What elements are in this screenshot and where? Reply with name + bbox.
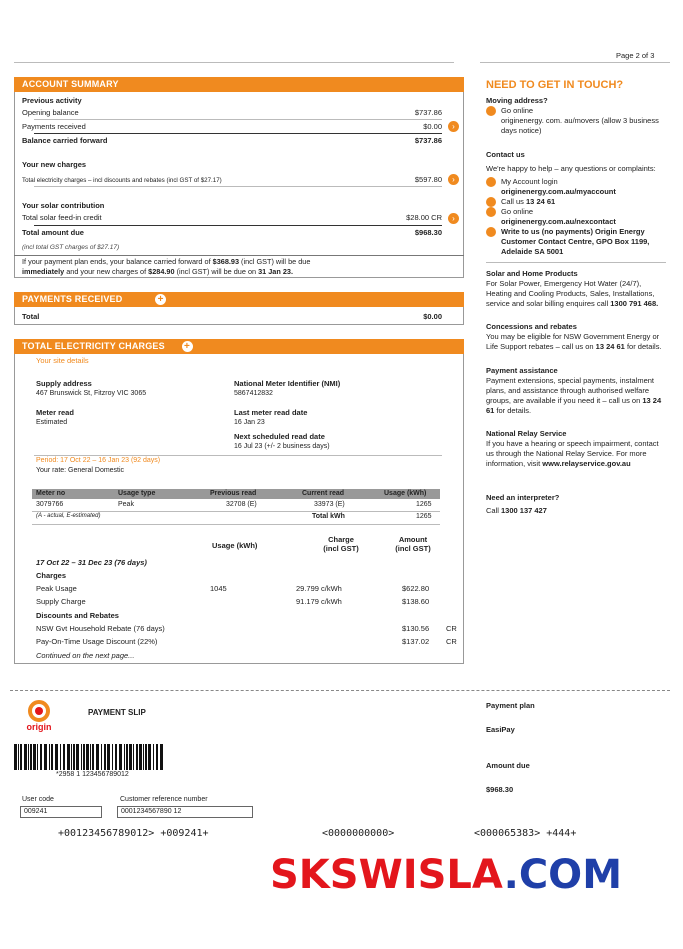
supply-rate: 91.179 c/kWh [296,597,342,606]
rate-name: Your rate: General Domestic [36,467,125,474]
electricity-charges-header: TOTAL ELECTRICITY CHARGES + [14,339,464,354]
total-amount-due-row: Total amount due $968.30 [22,228,442,237]
next-read-value: 16 Jul 23 (+/- 2 business days) [234,443,330,450]
globe-icon [486,106,496,116]
site-details-heading: Your site details [36,356,89,365]
col-usage: Usage (kWh) [212,541,258,550]
discounts-heading: Discounts and Rebates [36,611,119,620]
last-read-value: 16 Jan 23 [234,419,265,426]
col-amount: Amount (incl GST) [395,535,431,553]
payments-total-row: Total $0.00 [22,312,442,321]
meter-table-row: 3079766 Peak 32708 (E) 33973 (E) 1265 [36,501,432,508]
nmi-label: National Meter Identifier (NMI) [234,379,341,388]
micr-line-3: <000065383> +444+ [474,828,577,839]
page-number: Page 2 of 3 [616,51,655,60]
meter-read-label: Meter read [36,408,74,417]
meter-note: (A - actual, E-estimated) [36,513,101,519]
payment-plan-note: If your payment plan ends, your balance carried forward of $368.93 (incl GST) will be due immediately and your new charges of $284.90 (incl GST) will be due on 31 Jan 23. [22,257,311,276]
user-code-label: User code [22,796,54,803]
last-read-label: Last meter read date [234,408,308,417]
supply-charge-label: Supply Charge [36,597,86,606]
expand-icon[interactable]: + [155,294,166,305]
discount-label: Pay-On-Time Usage Discount (22%) [36,637,158,646]
payments-received-row: Payments received $0.00 [22,122,442,131]
rebate-amount: $130.56 [402,624,430,633]
peak-usage-label: Peak Usage [36,584,77,593]
contact-title: NEED TO GET IN TOUCH? [486,79,624,91]
payment-plan-label: Payment plan [486,701,535,710]
globe-icon [486,207,496,217]
supply-address: 467 Brunswick St, Fitzroy VIC 3065 [36,390,147,397]
user-code-field: 009241 [20,806,102,818]
total-kwh-label: Total kWh [312,513,345,520]
previous-activity-heading: Previous activity [22,96,82,105]
amount-due-label: Amount due [486,761,530,770]
info-badge-icon[interactable]: › [448,174,459,185]
account-summary-header: ACCOUNT SUMMARY [14,77,464,92]
solar-credit-row: Total solar feed-in credit $28.00 CR [22,213,442,222]
contact-column: Moving address? Go online originenergy. com. au/movers (allow 3 business days notice) Contact us We're happy to help – any questions or complaints: My Account login originenergy.com.au/myaccount Call us 13 24 61 Go online originenergy.com.au/nexcontact Write to us (no payments) Origin Energy Customer Contact Centre, GPO Box 1199, Adelaide SA 5001 Solar and Home Products For Solar Power, Emergency Hot Water (24/7), Heating and Cooling Products, Sales, Installations, service and solar billing enquires call 1300 791 468. Concessions and rebates You may be eligible for NSW Government Energy or Life Support rebates – call us on 13 24 61 for details. Payment assistance Payment extensions, special payments, instalment plans, and assistance through authorised welfare groups, are available if you need it – call us on 13 24 61 for details. National Relay Service If you have a hearing or speech impairment, contact us through the National Relay Service. For more information, visit www.relayservice.gov.au Need an interpreter? Call 1300 137 427 [486,96,666,516]
charges-heading: Charges [36,571,67,580]
period-2: 17 Oct 22 – 31 Dec 23 (76 days) [36,558,147,567]
discount-cr: CR [446,637,457,646]
contact-link[interactable]: originenergy.com.au/nexcontact [501,217,616,227]
phone-icon [486,197,496,207]
supply-address-label: Supply address [36,379,92,388]
peak-usage-kwh: 1045 [210,584,227,593]
tear-line [10,690,670,691]
meter-table-header: Meter no Usage type Previous read Current read Usage (kWh) [32,489,440,499]
customer-ref-label: Customer reference number [120,796,208,803]
discount-amount: $137.02 [402,637,430,646]
origin-logo: origin [22,700,56,732]
pen-icon [486,227,496,237]
payment-slip-title: PAYMENT SLIP [88,708,146,717]
opening-balance-row: Opening balance $737.86 [22,108,442,117]
solar-contribution-heading: Your solar contribution [22,201,105,210]
payments-received-header: PAYMENTS RECEIVED + [14,292,464,307]
billing-period: Period: 17 Oct 22 – 16 Jan 23 (92 days) [36,457,161,464]
barcode-number: *2958 1 123456789012 [56,771,129,778]
my-account-link[interactable]: originenergy.com.au/myaccount [501,187,616,197]
movers-link[interactable]: originenergy. com. au/movers (allow 3 business days notice) [501,116,659,136]
next-read-label: Next scheduled read date [234,432,325,441]
supply-amount: $138.60 [402,597,430,606]
micr-line-1: +00123456789012> +009241+ [58,828,209,839]
balance-carried-forward-row: Balance carried forward $737.86 [22,136,442,145]
col-charge: Charge (incl GST) [323,535,359,553]
micr-line-2: <0000000000> [322,828,395,839]
continued-note: Continued on the next page... [36,651,135,660]
barcode [14,744,164,770]
meter-read-value: Estimated [36,419,68,426]
info-badge-icon[interactable]: › [448,213,459,224]
info-badge-icon[interactable]: › [448,121,459,132]
watermark: SKSWISLA.COM [270,852,622,898]
account-icon [486,177,496,187]
gst-note: (incl total GST charges of $27.17) [22,244,120,251]
amount-due-value: $968.30 [486,785,514,794]
new-charges-heading: Your new charges [22,160,87,169]
total-kwh-value: 1265 [416,513,432,520]
customer-ref-field: 0001234567890 12 [117,806,253,818]
peak-amount: $622.80 [402,584,430,593]
nmi-value: 5867412832 [234,390,273,397]
rebate-label: NSW Gvt Household Rebate (76 days) [36,624,165,633]
rebate-cr: CR [446,624,457,633]
total-charges-row: Total electricity charges – incl discounts and rebates (incl GST of $27.17) $597.80 [22,175,442,184]
expand-icon[interactable]: + [182,341,193,352]
payment-plan-value: EasiPay [486,725,515,734]
peak-rate: 29.799 c/kWh [296,584,342,593]
